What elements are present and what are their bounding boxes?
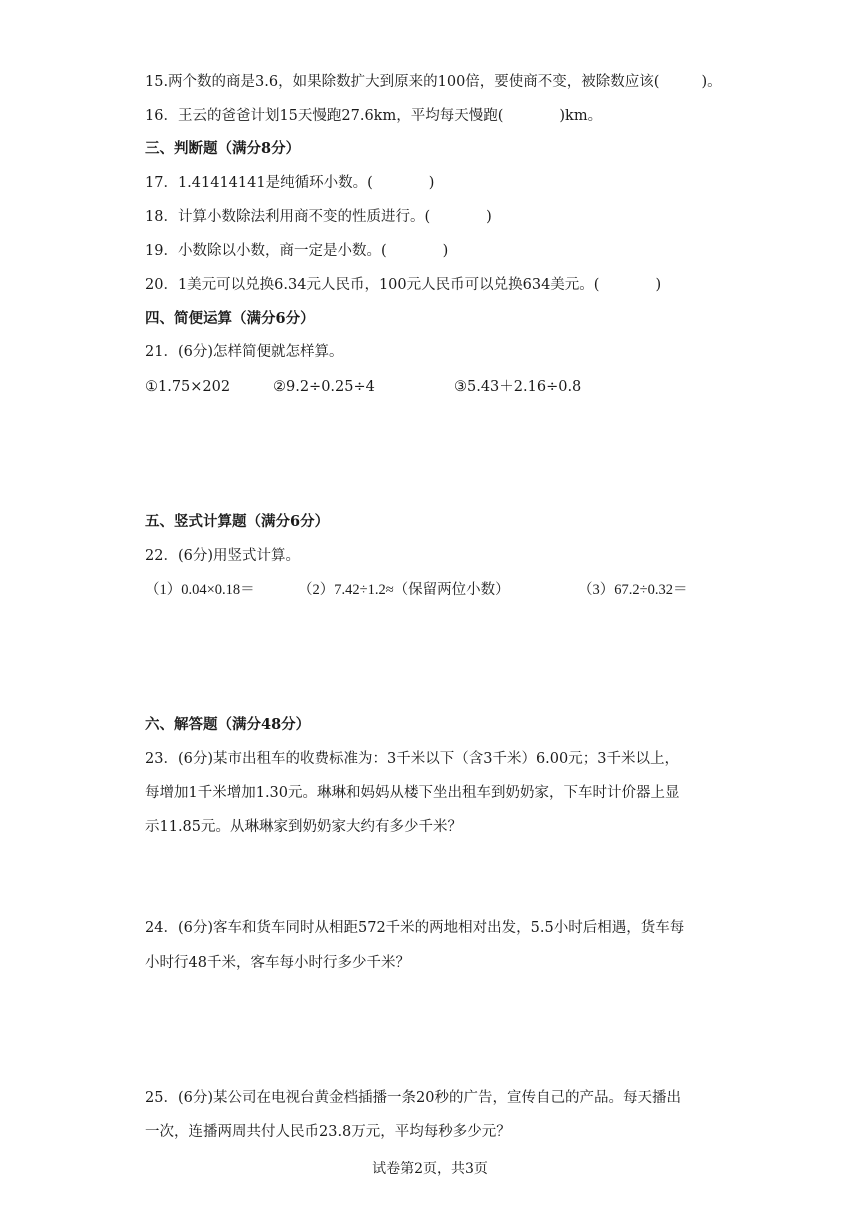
- question-19-text: 19．小数除以小数，商一定是小数。(: [145, 243, 387, 259]
- question-18-end: ): [486, 209, 492, 225]
- question-16-text: 16．王云的爸爸计划15天慢跑27.6km，平均每天慢跑(: [145, 108, 504, 124]
- question-16: [145, 106, 602, 126]
- question-23-line-2: 每增加1千米增加1.30元。琳琳和妈妈从楼下坐出租车到奶奶家，下车时计价器上显: [145, 785, 680, 801]
- question-19: [145, 241, 448, 261]
- question-23-line-3: 示11.85元。从琳琳家到奶奶家大约有多少千米？: [145, 819, 463, 835]
- section-heading-vertical: 五、竖式计算题（满分6分）: [145, 513, 330, 530]
- question-22-item-3: （3）67.2÷0.32＝: [578, 582, 688, 598]
- question-18-text: 18．计算小数除法利用商不变的性质进行。(: [145, 209, 431, 225]
- question-24-line-1: 24．(6分)客车和货车同时从相距572千米的两地相对出发，5.5小时后相遇，货车每: [145, 920, 685, 936]
- question-21-item-3: ③5.43＋2.16÷0.8: [454, 379, 582, 395]
- question-20-end: ): [655, 277, 662, 293]
- question-25-line-1: 25．(6分)某公司在电视台黄金档插播一条20秒的广告，宣传自己的产品。每天播出: [145, 1090, 681, 1106]
- question-16-end: )km。: [559, 108, 603, 124]
- question-17-end: ): [428, 175, 435, 191]
- question-20-text: 20．1美元可以兑换6.34元人民币，100元人民币可以兑换634美元。(: [145, 277, 600, 293]
- section-heading-word-problems: 六、解答题（满分48分）: [145, 716, 311, 733]
- question-20: [145, 275, 661, 295]
- question-15-end: )。: [701, 74, 722, 90]
- question-22-item-1: （1）0.04×0.18＝: [145, 582, 255, 598]
- question-15-text: 15.两个数的商是3.6，如果除数扩大到原来的100倍，要使商不变，被除数应该(: [145, 74, 660, 90]
- question-21: 21．(6分)怎样简便就怎样算。: [145, 344, 344, 360]
- question-25-line-2: 一次，连播两周共付人民币23.8万元，平均每秒多少元？: [145, 1124, 511, 1140]
- question-17-text: 17．1.41414141是纯循环小数。(: [145, 175, 373, 191]
- question-18: [145, 207, 492, 227]
- question-21-item-1: ①1.75×202: [145, 379, 231, 395]
- section-heading-judgement: 三、判断题（满分8分）: [145, 140, 301, 157]
- question-17: [145, 173, 434, 193]
- page-footer: 试卷第2页，共3页: [372, 1161, 488, 1177]
- question-22-item-2: （2）7.42÷1.2≈（保留两位小数）: [298, 582, 510, 598]
- question-19-end: ): [442, 243, 449, 259]
- question-22: 22．(6分)用竖式计算。: [145, 548, 300, 564]
- question-15: [145, 72, 722, 92]
- question-21-item-2: ②9.2÷0.25÷4: [273, 379, 375, 395]
- question-24-line-2: 小时行48千米，客车每小时行多少千米？: [145, 955, 410, 971]
- section-heading-simplify: 四、简便运算（满分6分）: [145, 310, 315, 327]
- question-23-line-1: 23．(6分)某市出租车的收费标准为：3千米以下（含3千米）6.00元；3千米以上，: [145, 751, 679, 767]
